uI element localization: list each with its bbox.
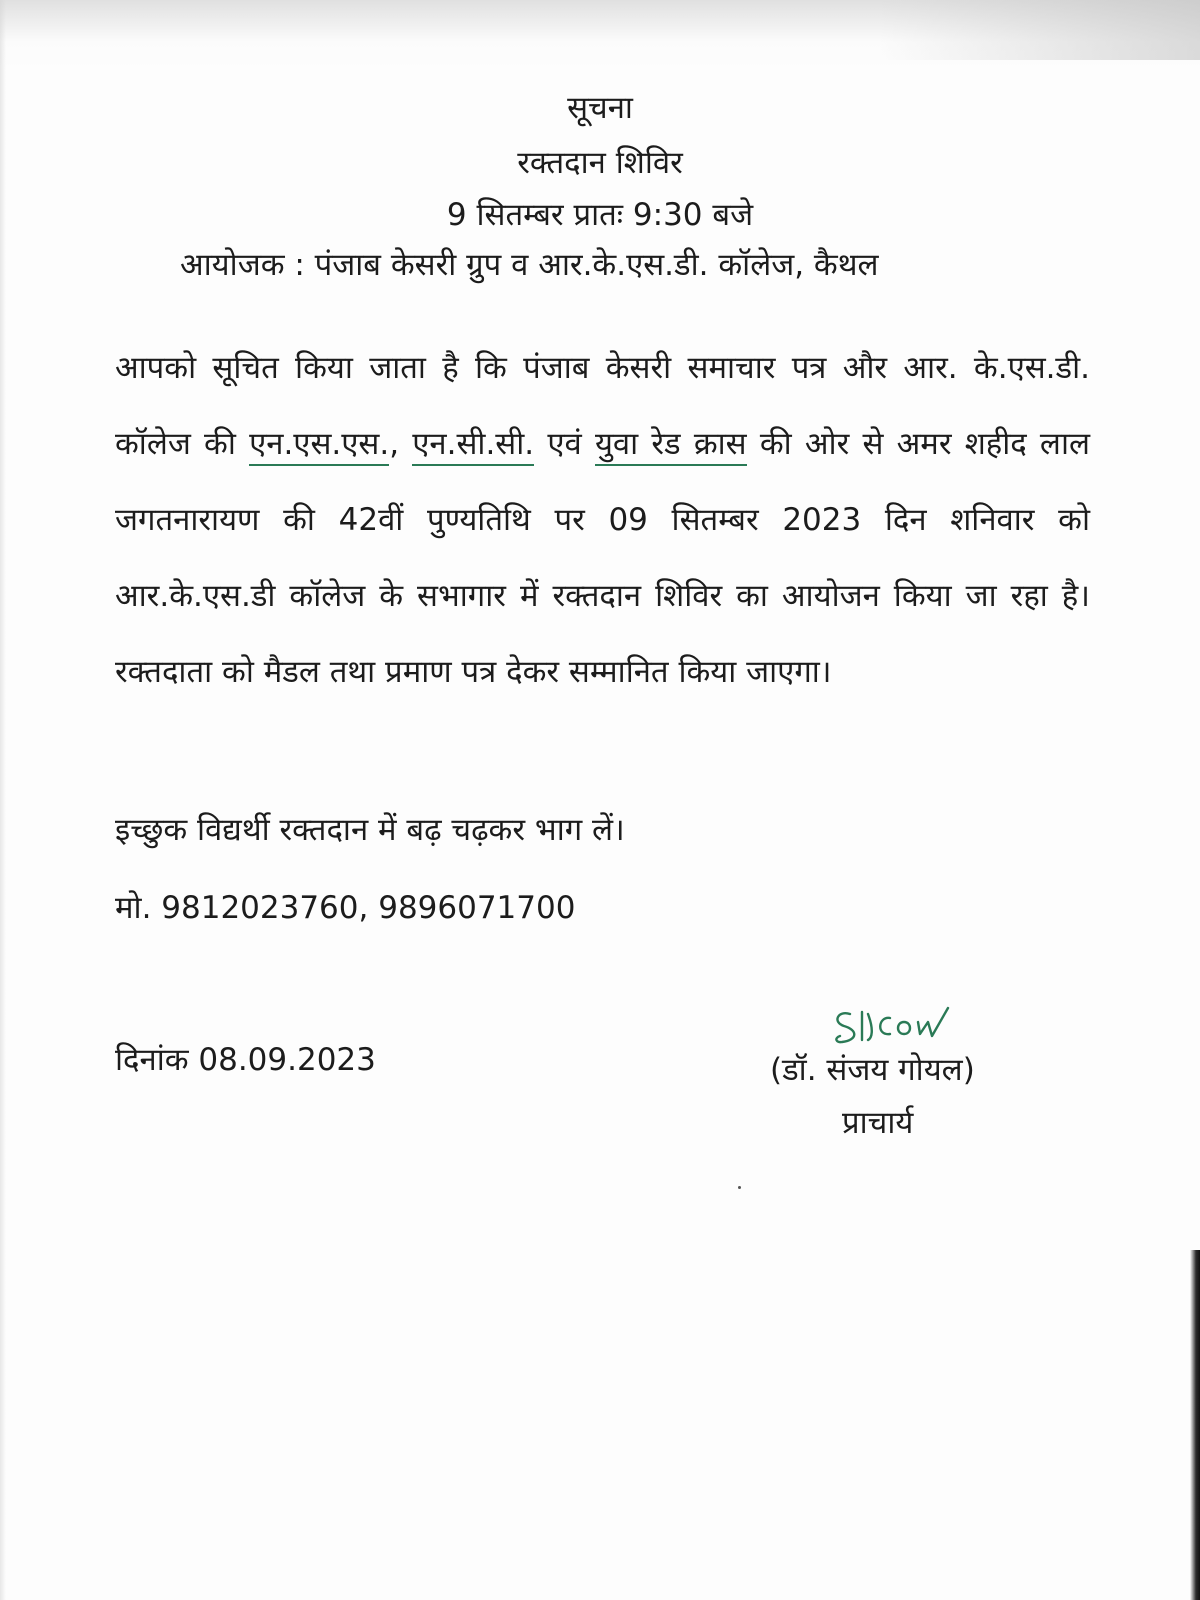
body-sep-2: एवं bbox=[534, 426, 595, 462]
paper-speck bbox=[738, 1186, 741, 1189]
handwritten-signature bbox=[828, 1000, 978, 1050]
appeal-line: इच्छुक विद्यर्थी रक्तदान में बढ़ चढ़कर भाग लें। bbox=[115, 812, 625, 848]
youth-red-cross-underlined: युवा रेड क्रास bbox=[595, 426, 747, 466]
notice-subtitle: रक्तदान शिविर bbox=[517, 145, 683, 181]
body-sep-1: , bbox=[389, 426, 413, 462]
notice-schedule: 9 सितम्बर प्रातः 9:30 बजे bbox=[446, 197, 754, 233]
paper-edge-left bbox=[0, 0, 6, 1600]
phone-line: मो. 9812023760, 9896071700 bbox=[115, 890, 576, 926]
notice-date: दिनांक 08.09.2023 bbox=[115, 1042, 376, 1078]
notice-organizer: आयोजक : पंजाब केसरी ग्रुप व आर.के.एस.डी. कॉलेज, कैथल bbox=[180, 247, 879, 283]
nss-underlined: एन.एस.एस. bbox=[249, 426, 389, 466]
signatory-title: प्राचार्य bbox=[842, 1105, 914, 1141]
ncc-underlined: एन.सी.सी. bbox=[412, 426, 534, 466]
body-text-2: की ओर से अमर शहीद लाल जगतनारायण की 42वीं पुण्यतिथि पर 09 सितम्बर 2023 दिन शनिवार को आर.के.एस.डी कॉलेज के सभागार में रक्तदान शिविर का आयोजन किया जा रहा है। रक्तदाता को मैडल तथा प्रमाण पत्र देकर सम्मानित किया जाएगा। bbox=[115, 426, 1091, 690]
body-text-1: आपको सूचित किया जाता है कि पंजाब केसरी समाचार पत्र और आर. के.एस.डी. कॉलेज की bbox=[115, 350, 1090, 462]
notice-title: सूचना bbox=[567, 90, 633, 126]
paper-edge-right bbox=[1190, 1250, 1200, 1600]
notice-body bbox=[115, 330, 1090, 710]
signatory-name: (डॉ. संजय गोयल) bbox=[770, 1052, 975, 1088]
paper-shadow-corner bbox=[880, 0, 1200, 60]
